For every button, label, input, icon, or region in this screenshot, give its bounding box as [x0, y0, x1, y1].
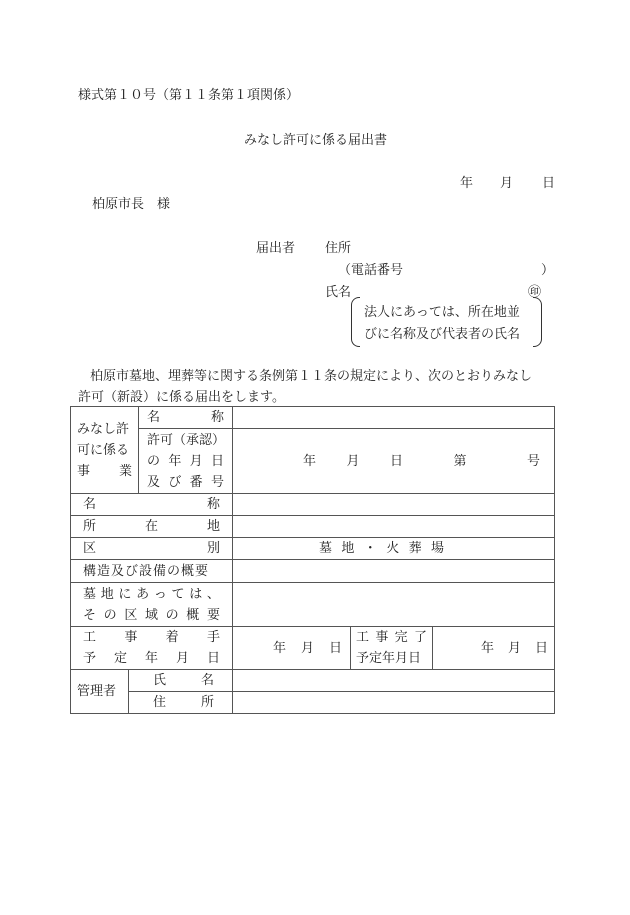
phone-label: （電話番号 — [338, 263, 404, 278]
addressee: 柏原市長 様 — [92, 197, 171, 212]
category-label: 区 別 — [71, 538, 233, 560]
corporate-note-1: 法人にあっては、所在地並 — [364, 305, 520, 320]
biz-name-field[interactable] — [233, 407, 555, 429]
phone-close: ） — [541, 263, 555, 278]
body-line-2: 許可（新設）に係る届出をします。 — [78, 390, 285, 405]
name-label: 氏名 — [325, 285, 352, 300]
applicant-label: 届出者 — [256, 241, 296, 256]
category-field[interactable]: 墓 地 ・ 火 葬 場 — [233, 538, 555, 560]
right-bracket — [533, 297, 542, 347]
business-label: みなし許 可に係る 事 業 — [71, 407, 139, 494]
seal-mark: ㊞ — [528, 285, 542, 300]
date-year: 年 — [460, 176, 474, 191]
cemetery-label: 墓 地 に あ っ て は 、 そ の 区 域 の 概 要 — [71, 583, 233, 627]
end-label: 工 事 完 了 予定年月日 — [351, 627, 433, 670]
notification-table — [70, 406, 555, 714]
address-label: 住所 — [325, 241, 352, 256]
form-number: 様式第１０号（第１１条第１項関係） — [78, 88, 300, 103]
end-date-field[interactable]: 年 月 日 — [433, 627, 555, 670]
manager-address-field[interactable] — [233, 692, 555, 714]
start-date-field[interactable]: 年 月 日 — [233, 627, 351, 670]
location-label: 所 在 地 — [71, 516, 233, 538]
permit-label: 許可（承認） の 年 月 日 及 び 番 号 — [139, 429, 233, 494]
name-field[interactable] — [233, 494, 555, 516]
manager-label: 管理者 — [71, 670, 129, 714]
structure-field[interactable] — [233, 560, 555, 583]
manager-name-field[interactable] — [233, 670, 555, 692]
cemetery-field[interactable] — [233, 583, 555, 627]
permit-field[interactable]: 年 月 日 第 号 — [233, 429, 555, 494]
body-line-1: 柏原市墓地、埋葬等に関する条例第１１条の規定により、次のとおりみなし — [90, 369, 533, 384]
date-day: 日 — [542, 176, 556, 191]
name-label: 名 称 — [71, 494, 233, 516]
location-field[interactable] — [233, 516, 555, 538]
left-bracket — [351, 297, 360, 347]
biz-name-label: 名 称 — [139, 407, 233, 429]
manager-name-label: 氏 名 — [129, 670, 233, 692]
corporate-note-2: びに名称及び代表者の氏名 — [364, 327, 521, 342]
manager-address-label: 住 所 — [129, 692, 233, 714]
page-title: みなし許可に係る届出書 — [244, 133, 388, 148]
structure-label: 構造及び設備の概要 — [71, 560, 233, 583]
start-label: 工 事 着 手 予 定 年 月 日 — [71, 627, 233, 670]
date-month: 月 — [500, 176, 514, 191]
